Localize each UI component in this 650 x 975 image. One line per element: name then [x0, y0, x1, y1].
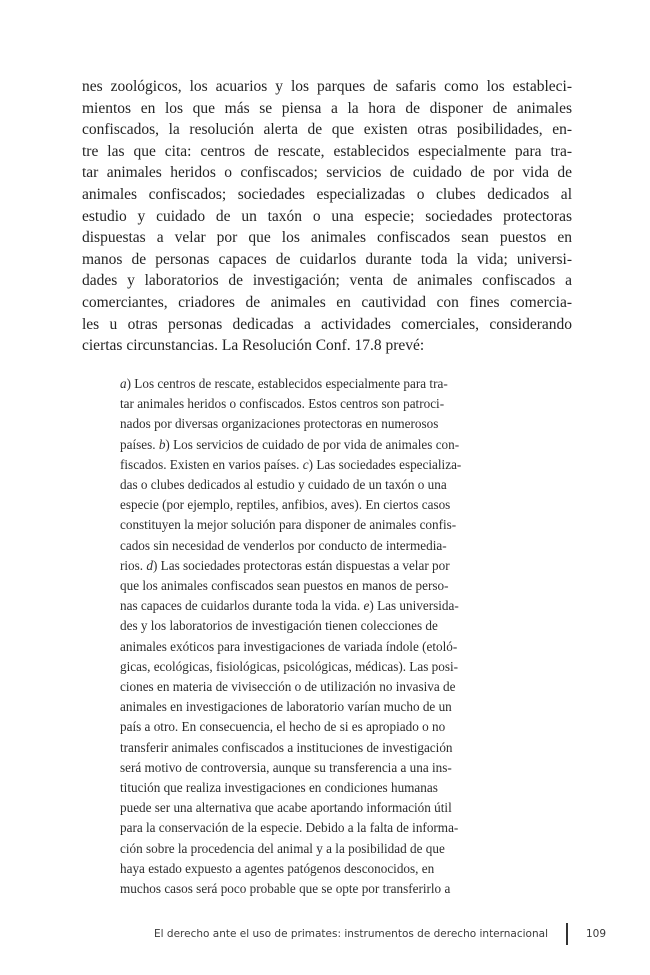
body-line: animales confiscados; sociedades especializadas o clubes dedicados al [82, 185, 572, 203]
body-paragraph [82, 76, 572, 357]
quote-line: tar animales heridos o confiscados. Estos centros son patroci- [120, 396, 445, 412]
body-line: estudio y cuidado de un taxón o una especie; sociedades protectoras [82, 207, 572, 225]
page-footer [0, 927, 650, 947]
quote-line: nas capaces de cuidarlos durante toda la vida. e) Las universida- [120, 598, 459, 614]
body-line: tar animales heridos o confiscados; servicios de cuidado de por vida de [82, 164, 572, 182]
quote-line: haya estado expuesto a agentes patógenos desconocidos, en [120, 860, 435, 876]
quote-line: das o clubes dedicados al estudio y cuidado de un taxón o una [120, 477, 447, 493]
body-line: manos de personas capaces de cuidarlos durante toda la vida; universi- [82, 250, 572, 268]
body-line: confiscados, la resolución alerta de que existen otras posibilidades, en- [82, 121, 572, 139]
quote-line: será motivo de controversia, aunque su transferencia a una ins- [120, 759, 452, 775]
quote-line: des y los laboratorios de investigación tienen colecciones de [120, 618, 438, 634]
block-quote [120, 374, 575, 899]
footer-divider [566, 923, 568, 945]
quote-line: país a otro. En consecuencia, el hecho de si es apropiado o no [120, 719, 446, 735]
quote-line: fiscados. Existen en varios países. c) Las sociedades especializa- [120, 456, 462, 472]
body-line: les u otras personas dedicadas a actividades comerciales, considerando [82, 315, 572, 333]
body-line: nes zoológicos, los acuarios y los parques de safaris como los estableci- [82, 78, 572, 95]
quote-line: cados sin necesidad de venderlos por conducto de intermedia- [120, 537, 447, 553]
quote-line: especie (por ejemplo, reptiles, anfibios, aves). En ciertos casos [120, 497, 451, 513]
body-line: tre las que cita: centros de rescate, establecidos especialmente para tra- [82, 142, 572, 160]
quote-line: ción sobre la procedencia del animal y a la posibilidad de que [120, 840, 445, 856]
body-line: dispuestas a velar por que los animales confiscados sean puestos en [82, 229, 572, 247]
quote-line: constituyen la mejor solución para disponer de animales confis- [120, 517, 457, 533]
body-line: dades y laboratorios de investigación; venta de animales confiscados a [82, 272, 572, 290]
quote-line: países. b) Los servicios de cuidado de por vida de animales con- [120, 436, 460, 452]
quote-line: para la conservación de la especie. Debido a la falta de informa- [120, 820, 459, 836]
page-number: 109 [586, 928, 607, 940]
quote-line: a) Los centros de rescate, establecidos especialmente para tra- [120, 376, 448, 391]
quote-line: titución que realiza investigaciones en condiciones humanas [120, 780, 438, 796]
body-line: ciertas circunstancias. La Resolución Conf. 17.8 prevé: [82, 337, 425, 355]
quote-line: animales exóticos para investigaciones de variada índole (etoló- [120, 638, 458, 654]
quote-line: animales en investigaciones de laboratorio varían mucho de un [120, 699, 452, 715]
quote-line: puede ser una alternativa que acabe aportando información útil [120, 800, 452, 816]
running-title: El derecho ante el uso de primates: instrumentos de derecho internacional [154, 928, 548, 940]
quote-line: que los animales confiscados sean puestos en manos de perso- [120, 578, 449, 594]
body-line: comerciantes, criadores de animales en cautividad con fines comercia- [82, 293, 572, 311]
quote-line: transferir animales confiscados a instituciones de investigación [120, 739, 453, 755]
quote-line: rios. d) Las sociedades protectoras están dispuestas a velar por [120, 557, 450, 573]
quote-line: muchos casos será poco probable que se opte por transferirlo a [120, 881, 451, 897]
quote-line: gicas, ecológicas, fisiológicas, psicológicas, médicas). Las posi- [120, 658, 459, 674]
body-line: mientos en los que más se piensa a la hora de disponer de animales [82, 99, 572, 117]
quote-line: ciones en materia de vivisección o de utilización no invasiva de [120, 679, 456, 695]
quote-line: nados por diversas organizaciones protectoras en numerosos [120, 416, 439, 432]
